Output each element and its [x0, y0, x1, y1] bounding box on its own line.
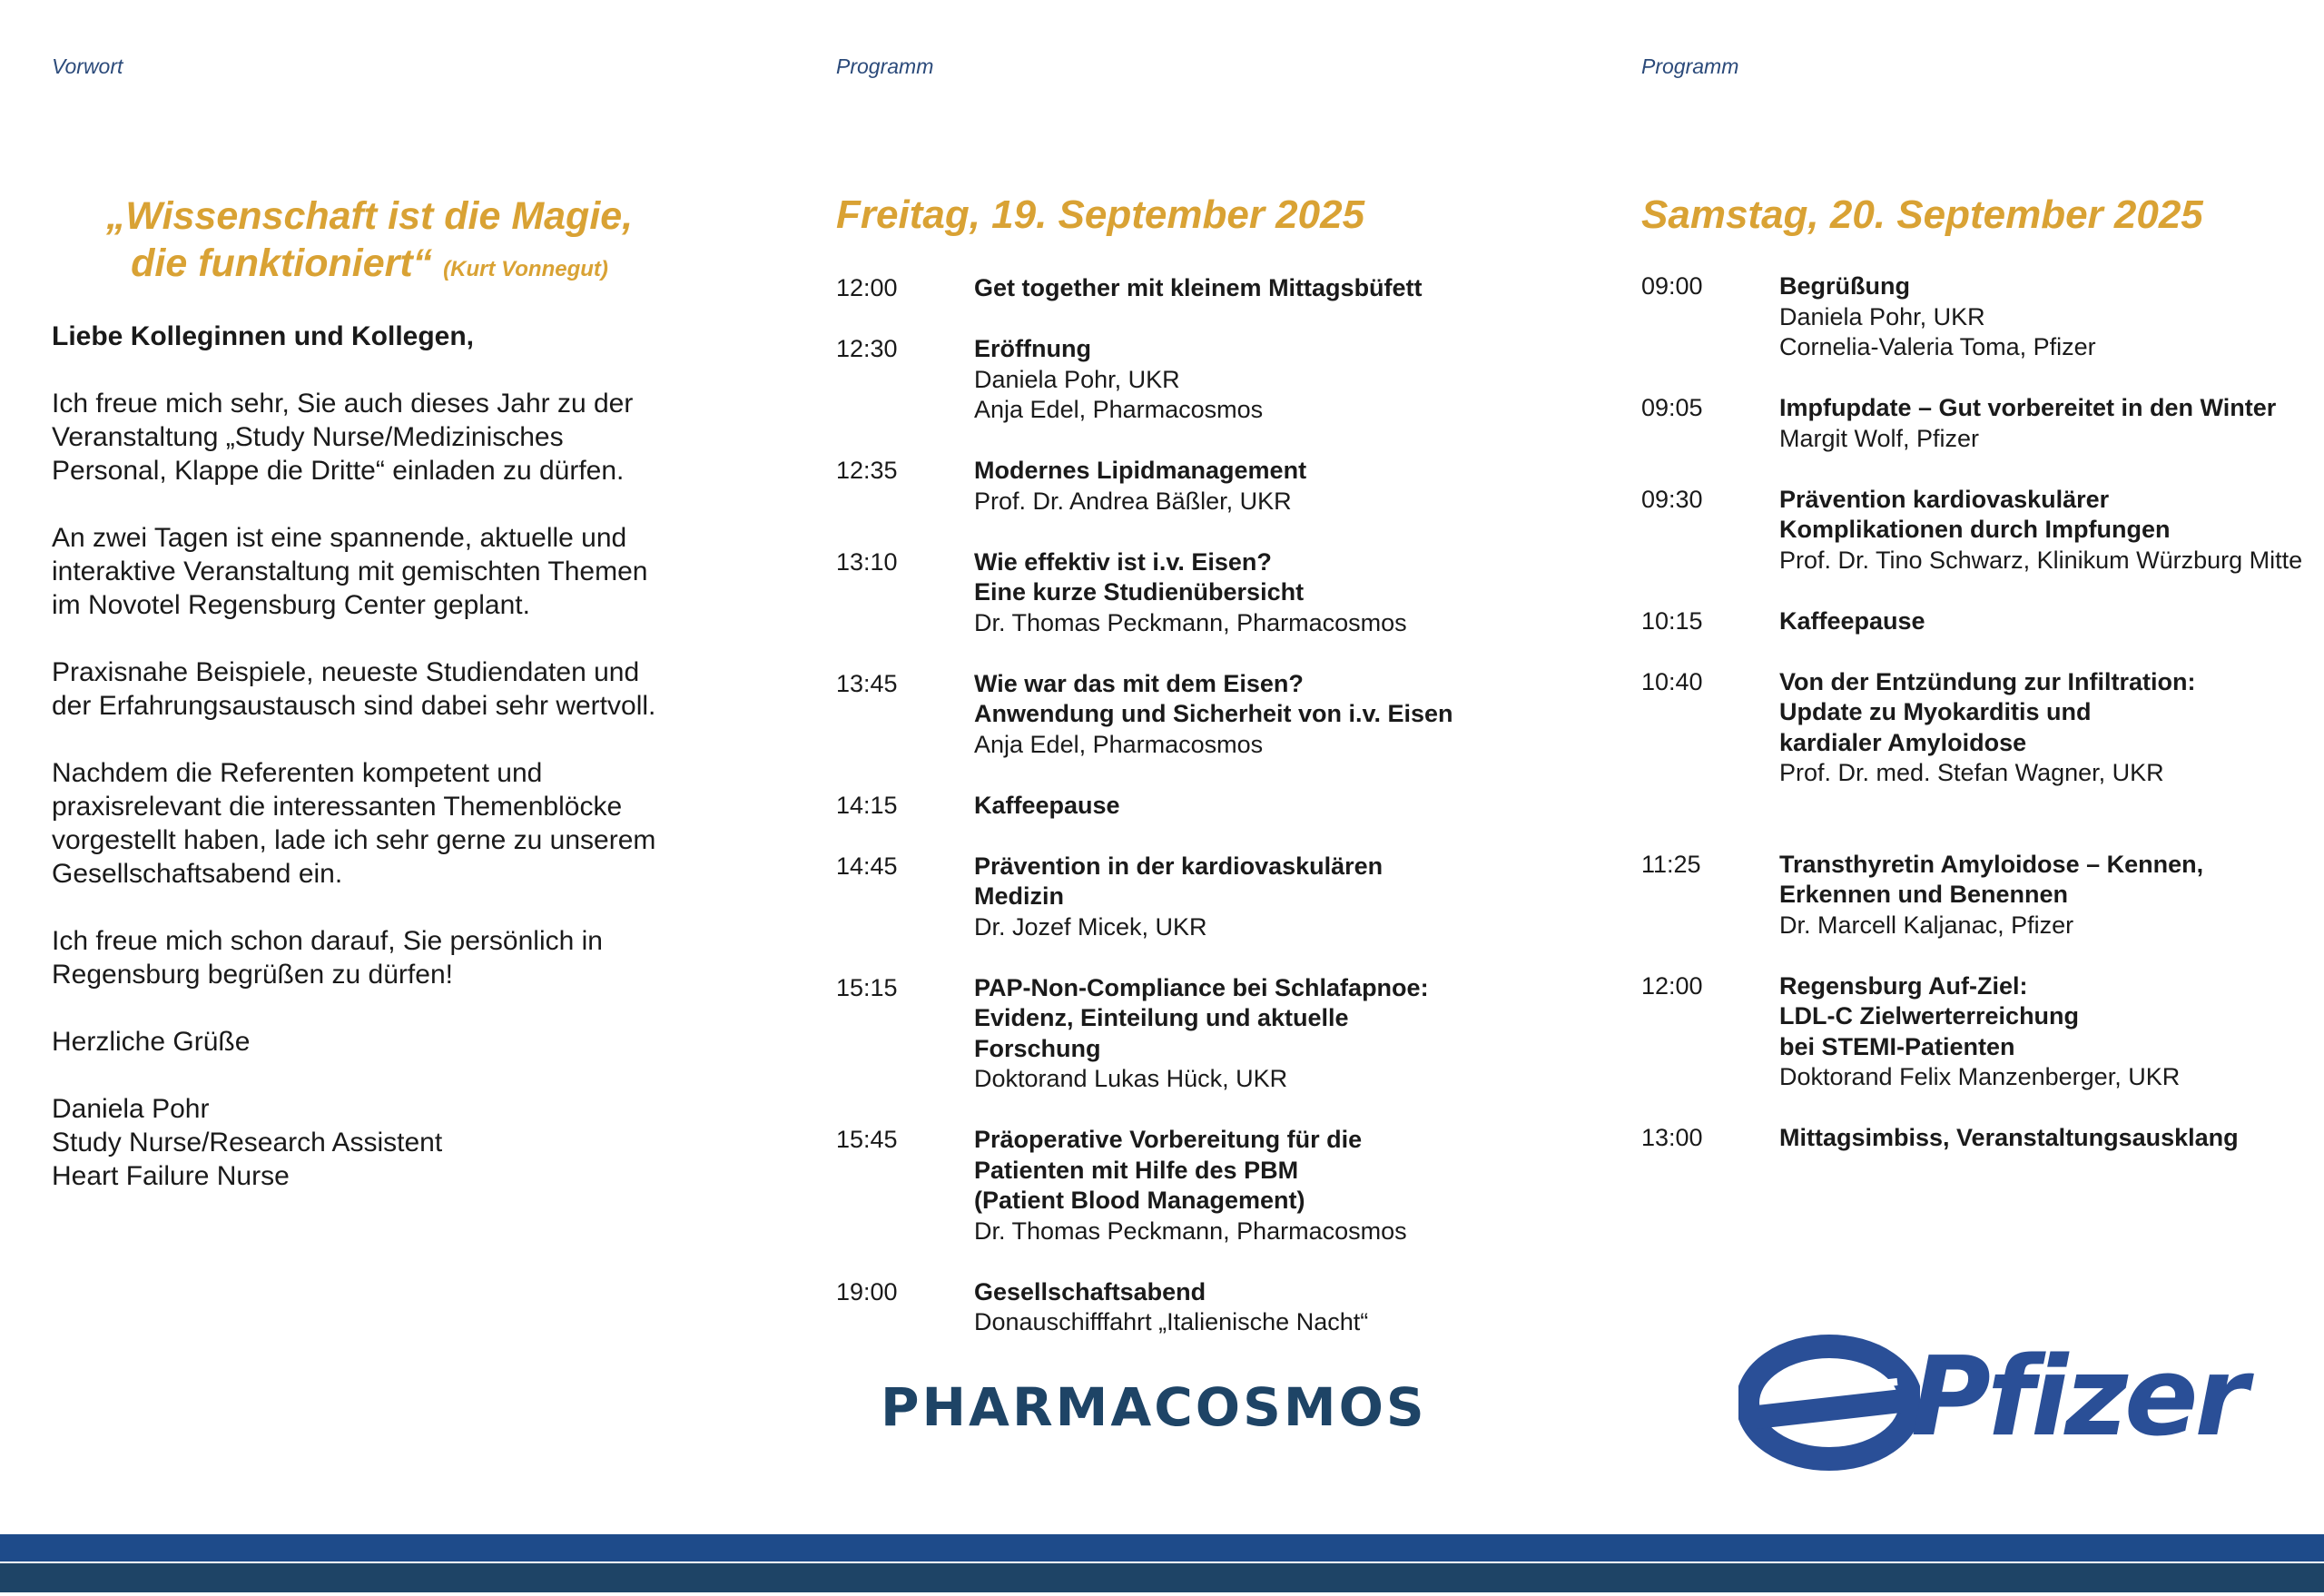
item-time: 10:40 — [1641, 667, 1703, 695]
letter-closing: Herzliche Grüße — [52, 1027, 251, 1057]
item-title: Modernes Lipidmanagement — [974, 457, 1307, 484]
quote-line-2: die funktioniert“ — [131, 241, 433, 285]
schedule-item — [836, 334, 1581, 426]
letter-paragraph: Nachdem die Referenten kompetent und praxisrelevant die interessanten Themenblöcke vorgestellt haben, lade ich sehr gerne zu unserem Gesellschaftsabend ein. — [52, 758, 656, 889]
letter-paragraph: Ich freue mich sehr, Sie auch dieses Jahr zu der Veranstaltung „Study Nurse/Medizinisches Personal, Klappe die Dritte“ einladen zu dürfen. — [52, 389, 634, 486]
footer-band-top — [0, 1534, 2324, 1562]
letter-paragraph: Praxisnahe Beispiele, neueste Studiendaten und der Erfahrungsaustausch sind dabei sehr wertvoll. — [52, 657, 656, 721]
schedule-item — [1641, 393, 2313, 454]
item-time: 12:35 — [836, 457, 898, 484]
quote-line-1: „Wissenschaft ist die Magie, — [105, 194, 634, 238]
section-label-foreword: Vorwort — [52, 54, 123, 78]
item-detail: Dr. Thomas Peckmann, Pharmacosmos — [974, 608, 1407, 636]
item-detail: Donauschifffahrt „Italienische Nacht“ — [974, 1308, 1369, 1335]
letter — [52, 320, 705, 1227]
item-title: PAP-Non-Compliance bei Schlafapnoe: Evidenz, Einteilung und aktuelle Forschung — [974, 973, 1429, 1062]
schedule-item — [1641, 606, 2313, 637]
item-time: 11:25 — [1641, 850, 1701, 878]
item-detail: Margit Wolf, Pfizer — [1779, 424, 1980, 452]
item-detail: Daniela Pohr, UKR Cornelia-Valeria Toma, Pfizer — [1779, 302, 2096, 360]
schedule-item — [836, 852, 1581, 943]
item-title: Get together mit kleinem Mittagsbüfett — [974, 274, 1423, 301]
item-detail: Doktorand Lukas Hück, UKR — [974, 1065, 1288, 1092]
pharmacosmos-logo: PHARMACOSMOS — [881, 1376, 1427, 1438]
schedule-item — [836, 973, 1581, 1095]
schedule-item — [836, 669, 1581, 761]
item-title: Impfupdate – Gut vorbereitet in den Winter — [1779, 394, 2277, 421]
schedule-item — [836, 547, 1581, 639]
item-title: Prävention kardiovaskulärer Komplikationen durch Impfungen — [1779, 485, 2171, 543]
item-detail: Dr. Thomas Peckmann, Pharmacosmos — [974, 1217, 1407, 1245]
item-time: 09:30 — [1641, 485, 1703, 513]
item-time: 12:00 — [836, 274, 898, 301]
schedule-item — [836, 1125, 1581, 1246]
item-time: 09:05 — [1641, 394, 1703, 421]
item-time: 09:00 — [1641, 272, 1703, 300]
section-label-program: Programm — [836, 54, 934, 78]
item-detail: Prof. Dr. med. Stefan Wagner, UKR — [1779, 759, 2164, 786]
letter-signature: Daniela Pohr Study Nurse/Research Assistent Heart Failure Nurse — [52, 1094, 443, 1191]
pfizer-logo — [1738, 1325, 2245, 1489]
item-title: Transthyretin Amyloidose – Kennen, Erkennen und Benennen — [1779, 850, 2204, 908]
letter-paragraph: Ich freue mich schon darauf, Sie persönlich in Regensburg begrüßen zu dürfen! — [52, 926, 603, 990]
item-title: Kaffeepause — [1779, 606, 1925, 635]
schedule-item — [1641, 485, 2313, 576]
item-time: 15:45 — [836, 1126, 898, 1153]
item-title: Regensburg Auf-Ziel: LDL-C Zielwerterreichung bei STEMI-Patienten — [1779, 971, 2080, 1060]
item-title: Von der Entzündung zur Infiltration: Update zu Myokarditis und kardialer Amyloidose — [1779, 667, 2196, 756]
letter-greeting: Liebe Kolleginnen und Kollegen, — [52, 321, 475, 351]
day-title-friday: Freitag, 19. September 2025 — [836, 192, 1365, 237]
schedule-item — [1641, 271, 2313, 363]
item-title: Prävention in der kardiovaskulären Medizin — [974, 852, 1384, 910]
section-label-program: Programm — [1641, 54, 1739, 78]
item-time: 19:00 — [836, 1277, 898, 1305]
item-detail: Prof. Dr. Andrea Bäßler, UKR — [974, 487, 1292, 515]
schedule-item — [836, 1277, 1581, 1338]
item-detail: Dr. Jozef Micek, UKR — [974, 912, 1207, 941]
schedule-item — [1641, 971, 2313, 1093]
schedule-friday — [836, 273, 1581, 1368]
item-title: Wie war das mit dem Eisen? Anwendung und Sicherheit von i.v. Eisen — [974, 669, 1453, 727]
footer-band-bottom — [0, 1563, 2324, 1592]
item-title: Gesellschaftsabend — [974, 1277, 1206, 1305]
item-time: 13:00 — [1641, 1124, 1703, 1151]
item-time: 14:15 — [836, 791, 898, 819]
quote-citation: (Kurt Vonnegut) — [443, 257, 608, 281]
item-time: 14:45 — [836, 852, 898, 880]
item-detail: Dr. Marcell Kaljanac, Pfizer — [1779, 911, 2074, 939]
schedule-saturday — [1641, 271, 2313, 1184]
schedule-item — [836, 456, 1581, 517]
item-time: 13:45 — [836, 669, 898, 697]
item-time: 12:30 — [836, 335, 898, 362]
schedule-item — [1641, 850, 2313, 941]
item-title: Begrüßung — [1779, 272, 1910, 300]
item-time: 13:10 — [836, 547, 898, 576]
item-title: Mittagsimbiss, Veranstaltungsausklang — [1779, 1124, 2239, 1151]
item-title: Eröffnung — [974, 335, 1091, 362]
item-title: Wie effektiv ist i.v. Eisen? Eine kurze Studienübersicht — [974, 547, 1305, 606]
item-detail: Daniela Pohr, UKR Anja Edel, Pharmacosmos — [974, 365, 1264, 423]
item-time: 10:15 — [1641, 606, 1703, 635]
schedule-item — [836, 791, 1581, 822]
quote — [52, 192, 687, 293]
item-detail: Prof. Dr. Tino Schwarz, Klinikum Würzburg Mitte — [1779, 546, 2303, 574]
item-title: Kaffeepause — [974, 791, 1120, 819]
item-title: Präoperative Vorbereitung für die Patienten mit Hilfe des PBM (Patient Blood Management) — [974, 1126, 1363, 1214]
item-detail: Doktorand Felix Manzenberger, UKR — [1779, 1063, 2181, 1090]
item-time: 12:00 — [1641, 971, 1703, 1000]
item-detail: Anja Edel, Pharmacosmos — [974, 730, 1264, 758]
pfizer-wordmark: Pfizer — [1911, 1335, 2245, 1461]
pfizer-oval-icon — [1738, 1325, 1920, 1480]
schedule-item — [1641, 667, 2313, 789]
schedule-item — [1641, 1123, 2313, 1154]
day-title-saturday: Samstag, 20. September 2025 — [1641, 192, 2203, 237]
letter-paragraph: An zwei Tagen ist eine spannende, aktuelle und interaktive Veranstaltung mit gemischten Themen im Novotel Regensburg Center geplant. — [52, 523, 648, 620]
item-time: 15:15 — [836, 973, 898, 1001]
schedule-item — [836, 273, 1581, 304]
